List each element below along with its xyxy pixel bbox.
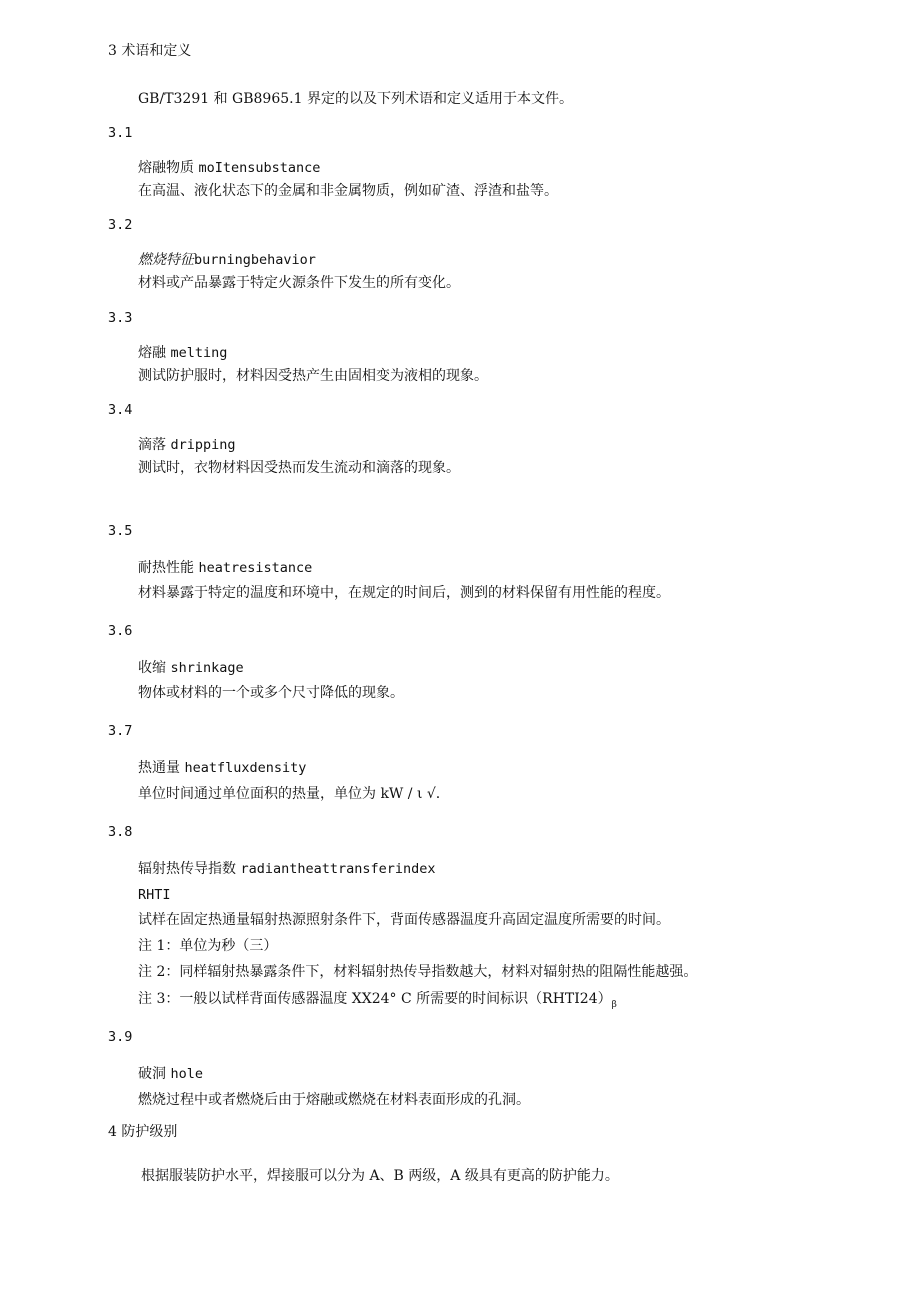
term-title	[138, 559, 312, 577]
term-name-en: melting	[170, 345, 228, 361]
term-number: 3.8	[108, 824, 133, 840]
term-number: 3.9	[108, 1029, 133, 1045]
term-name-en: heatresistance	[198, 560, 313, 576]
term-name-cn: 熔融物质	[138, 160, 194, 176]
term-definition: 燃烧过程中或者燃烧后由于熔融或燃烧在材料表面形成的孔洞。	[138, 1092, 530, 1108]
term-definition: 测试时，衣物材料因受热而发生流动和滴落的现象。	[138, 460, 460, 476]
term-name-cn: 破洞	[138, 1066, 166, 1082]
term-title	[138, 860, 436, 878]
term-note-3-subscript: β	[611, 1000, 617, 1010]
term-definition: 测试防护服时，材料因受热产生由固相变为液相的现象。	[138, 368, 488, 384]
term-number: 3.5	[108, 523, 133, 539]
term-definition: 在高温、液化状态下的金属和非金属物质，例如矿渣、浮渣和盐等。	[138, 183, 558, 199]
section-4-body: 根据服装防护水平，焊接服可以分为 A、B 两级，A 级具有更高的防护能力。	[141, 1168, 619, 1184]
term-number: 3.7	[108, 723, 133, 739]
term-name-cn: 辐射热传导指数	[138, 861, 236, 877]
term-number: 3.4	[108, 402, 133, 418]
term-name-en: hole	[170, 1066, 203, 1082]
term-number: 3.6	[108, 623, 133, 639]
term-name-cn: 热通量	[138, 760, 180, 776]
term-name-cn: 收缩	[138, 660, 166, 676]
section-3-heading: 3 术语和定义	[108, 43, 192, 59]
term-name-cn: 耐热性能	[138, 560, 194, 576]
section-3-intro: GB/T3291 和 GB8965.1 界定的以及下列术语和定义适用于本文件。	[138, 91, 573, 107]
term-name-en: radiantheattransferindex	[240, 861, 436, 877]
term-title	[138, 759, 306, 777]
term-note-2: 注 2：同样辐射热暴露条件下，材料辐射热传导指数越大，材料对辐射热的阻隔性能越强。	[138, 964, 698, 980]
term-name-en: heatfluxdensity	[184, 760, 307, 776]
term-name-en: moItensubstance	[198, 160, 321, 176]
term-title	[138, 436, 235, 454]
term-definition: 材料或产品暴露于特定火源条件下发生的所有变化。	[138, 275, 460, 291]
term-name-cn: 滴落	[138, 437, 166, 453]
term-name-cn: 熔融	[138, 345, 166, 361]
section-4-heading: 4 防护级别	[108, 1124, 178, 1140]
term-name-en: burningbehavior	[194, 252, 316, 268]
term-note-3	[138, 990, 617, 1014]
term-abbreviation: RHTI	[138, 887, 171, 903]
term-title	[138, 251, 316, 269]
term-title	[138, 1065, 203, 1083]
term-definition: 材料暴露于特定的温度和环境中，在规定的时间后，测到的材料保留有用性能的程度。	[138, 585, 670, 601]
term-name-en: shrinkage	[170, 660, 244, 676]
term-definition: 单位时间通过单位面积的热量，单位为 kW / ι √.	[138, 786, 441, 802]
term-title	[138, 344, 227, 362]
term-name-en: dripping	[170, 437, 236, 453]
term-title	[138, 659, 244, 677]
term-number: 3.2	[108, 217, 133, 233]
term-note-3-text: 注 3：一般以试样背面传感器温度 XX24° C 所需要的时间标识（RHTI24）	[138, 991, 612, 1007]
term-definition: 物体或材料的一个或多个尺寸降低的现象。	[138, 685, 404, 701]
term-title	[138, 159, 320, 177]
term-note-1: 注 1：单位为秒（三）	[138, 938, 278, 954]
term-number: 3.3	[108, 310, 133, 326]
term-name-cn: 燃烧特征	[138, 252, 194, 268]
term-number: 3.1	[108, 125, 133, 141]
term-definition: 试样在固定热通量辐射热源照射条件下，背面传感器温度升高固定温度所需要的时间。	[138, 912, 670, 928]
